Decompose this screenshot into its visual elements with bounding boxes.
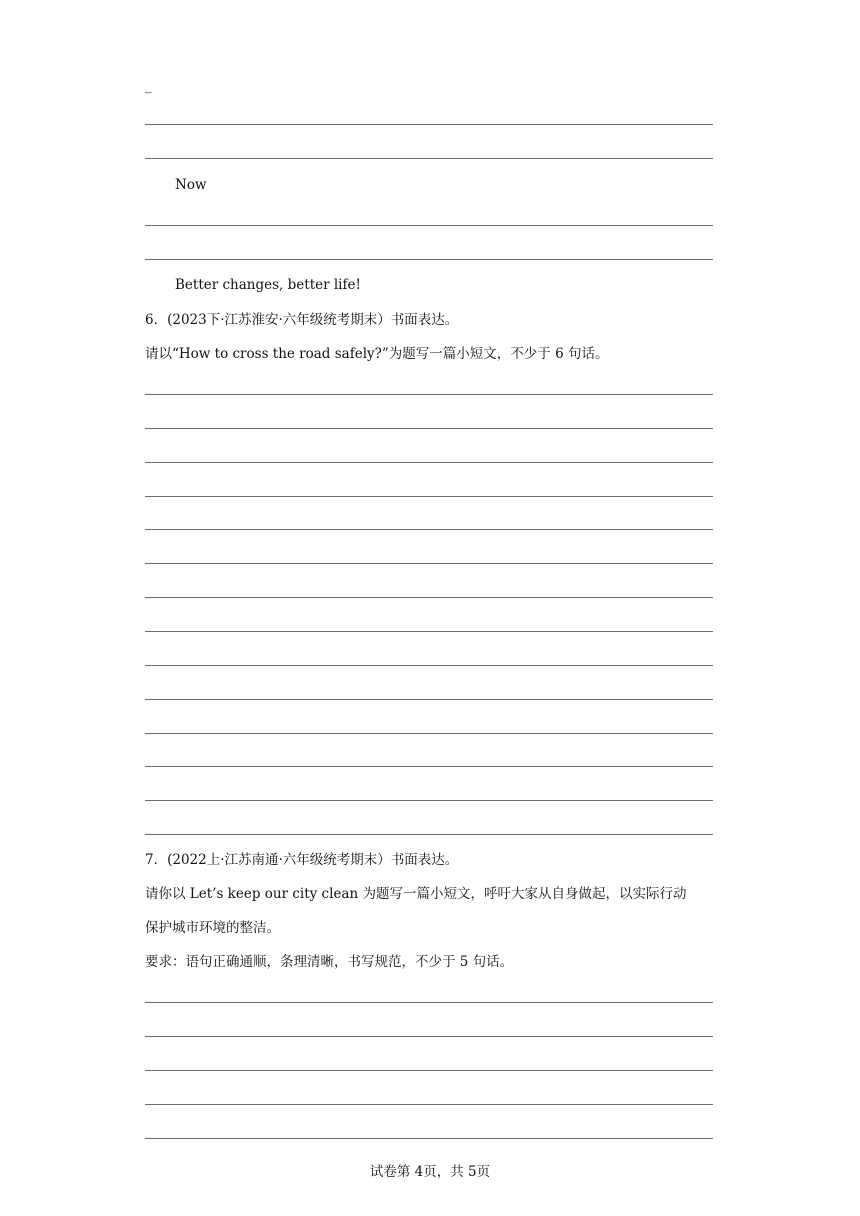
answer-line (145, 834, 713, 835)
answer-line (145, 124, 713, 125)
closing-sentence: Better changes, better life! (175, 277, 361, 293)
question-7-prompt-line-2: 保护城市环境的整洁。 (145, 920, 280, 936)
top-blank-mark: _ (145, 78, 152, 94)
answer-line (145, 1036, 713, 1037)
answer-line (145, 394, 713, 395)
answer-line (145, 1138, 713, 1139)
answer-line (145, 428, 713, 429)
answer-line (145, 158, 713, 159)
answer-line (145, 699, 713, 700)
page-footer: 试卷第 4页，共 5页 (369, 1164, 491, 1180)
answer-line (145, 766, 713, 767)
question-7-requirement: 要求：语句正确通顺，条理清晰，书写规范，不少于 5 句话。 (145, 954, 514, 970)
question-7-prompt-line-1: 请你以 Let’s keep our city clean 为题写一篇小短文，呼吁大家从自身做起，以实际行动 (145, 886, 687, 902)
answer-line (145, 529, 713, 530)
answer-line (145, 462, 713, 463)
answer-line (145, 1104, 713, 1105)
question-6-header: 6．(2023下·江苏淮安·六年级统考期末）书面表达。 (145, 312, 459, 328)
answer-line (145, 631, 713, 632)
answer-line (145, 259, 713, 260)
answer-line (145, 597, 713, 598)
answer-line (145, 563, 713, 564)
answer-line (145, 665, 713, 666)
answer-line (145, 1002, 713, 1003)
question-6-prompt: 请以“How to cross the road safely?”为题写一篇小短文，不少于 6 句话。 (145, 346, 609, 362)
answer-line (145, 800, 713, 801)
answer-line (145, 496, 713, 497)
answer-line (145, 225, 713, 226)
now-label: Now (175, 177, 207, 193)
question-7-header: 7．(2022上·江苏南通·六年级统考期末）书面表达。 (145, 852, 459, 868)
answer-line (145, 733, 713, 734)
answer-line (145, 1070, 713, 1071)
